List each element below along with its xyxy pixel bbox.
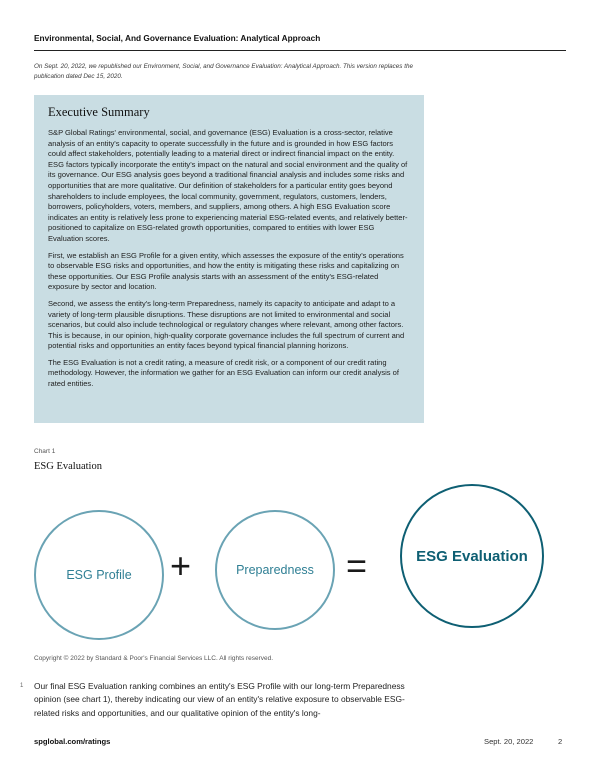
plus-operator: +	[170, 545, 192, 586]
page-number: 2	[558, 737, 563, 746]
footer-date: Sept. 20, 2022	[484, 737, 534, 746]
copyright-notice: Copyright © 2022 by Standard & Poor's Financial Services LLC. All rights reserved.	[34, 655, 274, 662]
body-paragraph: Our final ESG Evaluation ranking combines an entity's ESG Profile with our long-term Preparedness opinion (see chart 1), thereby indicating our view of an entity's relative exposure to observable ESG-related risks and opportunities, and our qualitative opinion of the entity's long-	[34, 681, 405, 718]
summary-paragraph-2: First, we establish an ESG Profile for a given entity, which assesses the exposure of the entity's operations to observable ESG risks and opportunities, and how the entity is mitigating these risks and capitalizing on these opportunities. Our ESG Profile analysis starts with an assessment of the entity's ESG-related exposure by sector and location.	[48, 250, 404, 292]
esg-evaluation-diagram	[0, 480, 600, 650]
esg-evaluation-circle	[400, 484, 544, 628]
summary-paragraph-1: S&P Global Ratings' environmental, social, and governance (ESG) Evaluation is a cross-sector, relative analysis of an entity's capacity to operate successfully in the future and is grounded in how ESG factors could affect stakeholders, potentially leading to a material direct or indirect financial impact on the entity. ESG factors typically incorporate the entity's impact on the natural and social environment and the quality of its governance. Our ESG analysis goes beyond a traditional financial analysis and includes some risks and opportunities that are more qualitative. Our definition of stakeholders for a particular entity goes beyond shareholders to include employees, the local community, government, regulators, customers, lenders, borrowers, policyholders, voters, members, and suppliers, among others. A high ESG Evaluation score indicates an entity is relatively less prone to experiencing material ESG-related events, and relatively better-positioned to capitalize on ESG-related growth opportunities, compared to entities with lower ESG Evaluation scores.	[48, 128, 408, 243]
equals-operator: =	[346, 545, 368, 586]
chart-title: ESG Evaluation	[34, 461, 102, 472]
esg-evaluation-label: ESG Evaluation	[416, 547, 528, 565]
executive-summary-box	[34, 95, 424, 423]
preparedness-label: Preparedness	[236, 563, 314, 577]
summary-paragraph-3: Second, we assess the entity's long-term Preparedness, namely its capacity to anticipate and adapt to a variety of long-term plausible disruptions. These disruptions are not limited to environmental and social scenarios, but could also include technological or regulatory changes where relevant, among other factors. This is because, in our opinion, high-quality corporate governance includes the full spectrum of current and potential risks and opportunities an entity faces beyond typical financial planning horizons.	[48, 298, 405, 351]
footer-site-link[interactable]: spglobal.com/ratings	[34, 737, 111, 746]
preparedness-circle	[215, 510, 335, 630]
esg-profile-circle	[34, 510, 164, 640]
esg-profile-label: ESG Profile	[66, 568, 132, 582]
document-header-title: Environmental, Social, And Governance Evaluation: Analytical Approach	[34, 33, 321, 43]
summary-paragraph-4: The ESG Evaluation is not a credit rating, a measure of credit risk, or a component of our credit rating methodology. However, the information we gather for an ESG Evaluation can inform our credit analysis of rated entities.	[48, 357, 399, 389]
header-divider	[34, 50, 566, 51]
chart-kicker: Chart 1	[34, 448, 56, 455]
executive-summary-title: Executive Summary	[48, 105, 150, 119]
paragraph-number: 1	[20, 683, 24, 689]
republish-note: On Sept. 20, 2022, we republished our Environment, Social, and Governance Evaluation: Analytical Approach. This version replaces the publication dated Dec 15, 2020.	[34, 63, 413, 80]
